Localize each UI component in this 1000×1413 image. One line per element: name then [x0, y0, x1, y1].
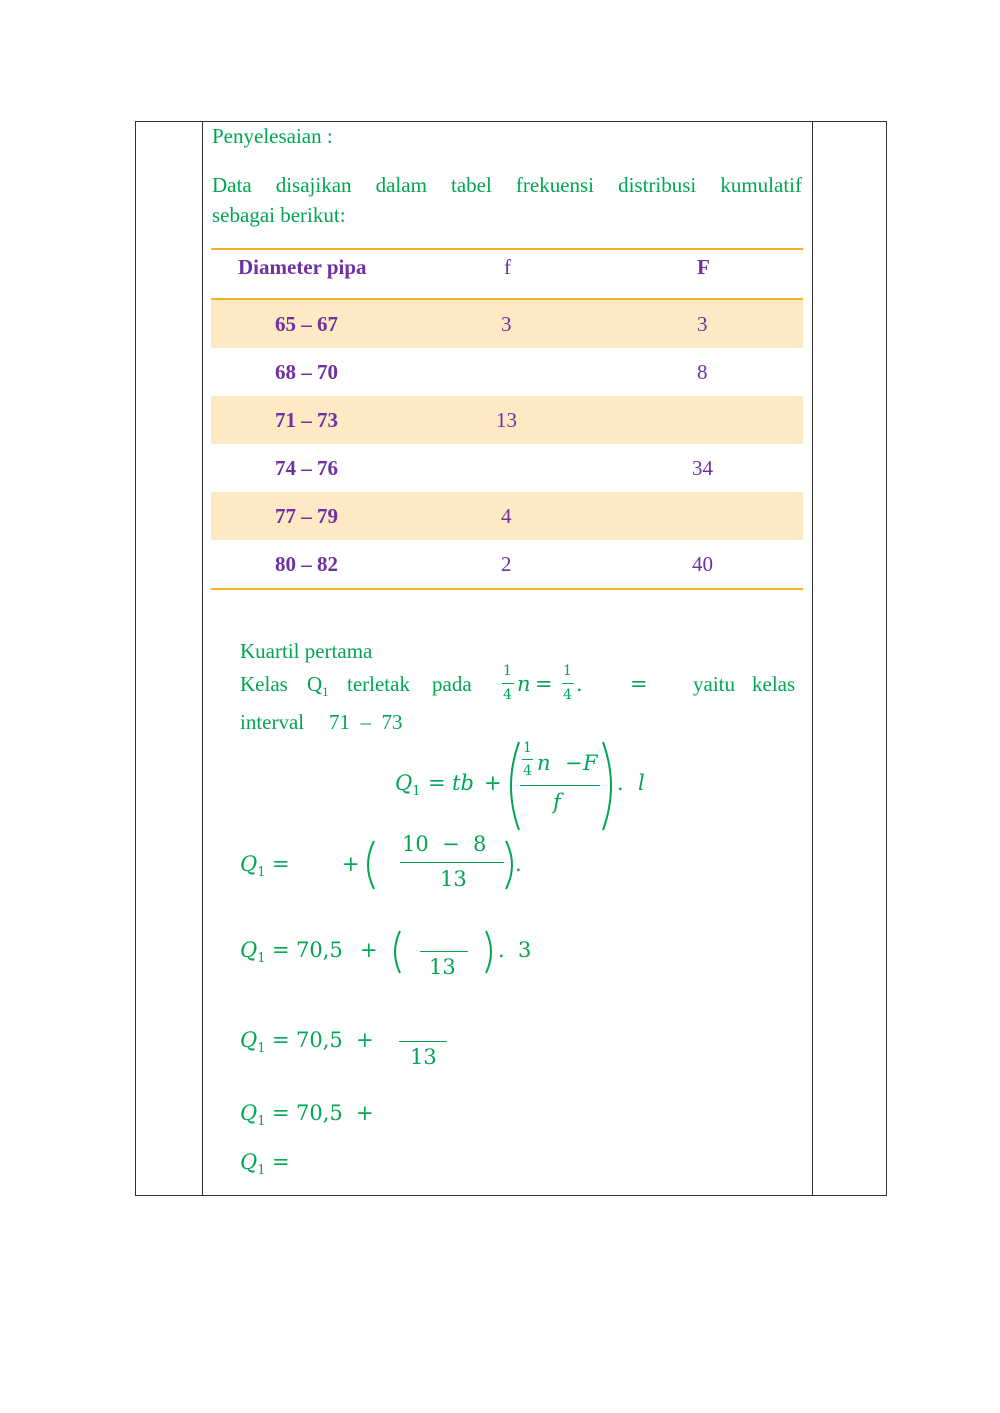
frac-line-a: [502, 683, 514, 684]
step1-plus: +: [342, 852, 360, 876]
table-bottom-rule: [211, 588, 803, 590]
step4-q: $Q_1$: [240, 1101, 266, 1130]
step1-frac-line: [400, 862, 504, 863]
row-interval: 80 – 82: [275, 552, 338, 576]
row-interval: 68 – 70: [275, 360, 338, 384]
row-F: 40: [692, 552, 713, 576]
row-f: 4: [501, 504, 512, 528]
row-F: 3: [697, 312, 708, 336]
formula-n: n: [537, 751, 551, 775]
row-F: 34: [692, 456, 713, 480]
row-f: 3: [501, 312, 512, 336]
frac-num-a: 1: [503, 663, 512, 679]
equals-a: =: [535, 672, 553, 696]
step3-eq: =: [272, 1028, 290, 1052]
header-diameter: Diameter pipa: [238, 255, 367, 279]
row-interval: 74 – 76: [275, 456, 338, 480]
step4-plus: +: [356, 1101, 374, 1125]
step2-base: 70,5: [296, 938, 343, 962]
frac-den-b: 4: [563, 687, 572, 703]
step1-numerator: 10 − 8: [402, 832, 487, 856]
step3-frac-line: [399, 1041, 447, 1042]
quartile-word-terletak: terletak: [347, 672, 410, 696]
row-interval: 77 – 79: [275, 504, 338, 528]
column-divider-left: [202, 122, 203, 1195]
step2-denominator: 13: [429, 955, 456, 979]
step4-base: 70,5: [296, 1101, 343, 1125]
step3-plus: +: [356, 1028, 374, 1052]
table-row: [211, 300, 803, 348]
formula-eq: =: [428, 771, 446, 795]
step2-tail: . 3: [498, 938, 532, 962]
step2-plus: +: [360, 938, 378, 962]
step1-denominator: 13: [440, 867, 467, 891]
interval-value: 71 – 73: [329, 710, 403, 734]
table-row: [211, 540, 803, 588]
step3-denominator: 13: [410, 1045, 437, 1069]
step1-q: $Q_1$: [240, 852, 266, 881]
formula-minus: −: [565, 751, 583, 775]
row-F: 8: [697, 360, 708, 384]
table-row: [211, 492, 803, 540]
row-f: 2: [501, 552, 512, 576]
row-f: 13: [496, 408, 517, 432]
table-header-row: [211, 250, 803, 298]
formula-frac-line-small: [522, 759, 533, 760]
n-symbol: n: [517, 672, 531, 696]
quartile-word-q: $Q_1$: [307, 672, 329, 700]
header-F: F: [697, 255, 710, 279]
formula-plus: +: [484, 771, 502, 795]
formula-q: $Q_1$: [395, 771, 421, 800]
intro-line-2: sebagai berikut:: [212, 203, 346, 227]
step1-tail: .: [515, 852, 522, 876]
formula-F: F: [583, 751, 598, 775]
formula-frac-num: 1: [523, 740, 532, 756]
table-row: [211, 348, 803, 396]
frac-line-b: [562, 683, 574, 684]
step5-eq: =: [272, 1150, 290, 1174]
frac-num-b: 1: [563, 663, 572, 679]
step5-q: $Q_1$: [240, 1150, 266, 1179]
step4-eq: =: [272, 1101, 290, 1125]
step1-eq: =: [272, 852, 290, 876]
formula-frac-den: 4: [523, 763, 532, 779]
quartile-word-pada: pada: [432, 672, 472, 696]
step2-eq: =: [272, 938, 290, 962]
step2-q: $Q_1$: [240, 938, 266, 967]
frequency-table: [211, 248, 803, 590]
quartile-word-kelas2: kelas: [752, 672, 796, 696]
row-interval: 65 – 67: [275, 312, 338, 336]
formula-dot: .: [617, 771, 624, 795]
intro-line-1: Data disajikan dalam tabel frekuensi distribusi kumulatif: [212, 173, 802, 197]
quartile-word-kelas: Kelas: [240, 672, 288, 696]
formula-tb: tb: [452, 771, 474, 795]
quartile-title: Kuartil pertama: [240, 639, 373, 663]
step3-base: 70,5: [296, 1028, 343, 1052]
formula-l: l: [638, 771, 645, 795]
quartile-word-yaitu: yaitu: [693, 672, 735, 696]
step2-frac-line: [420, 951, 468, 952]
column-divider-right: [812, 122, 813, 1195]
header-f: f: [504, 255, 511, 279]
row-interval: 71 – 73: [275, 408, 338, 432]
frac-den-a: 4: [503, 687, 512, 703]
dot-a: .: [576, 672, 583, 696]
solution-heading: Penyelesaian :: [212, 124, 333, 148]
table-row: [211, 396, 803, 444]
equals-b: =: [630, 672, 648, 696]
intro-paragraph: [212, 170, 802, 230]
formula-f: f: [553, 790, 561, 814]
formula-frac-line: [520, 785, 600, 786]
step3-q: $Q_1$: [240, 1028, 266, 1057]
table-row: [211, 444, 803, 492]
interval-label: interval: [240, 710, 305, 734]
